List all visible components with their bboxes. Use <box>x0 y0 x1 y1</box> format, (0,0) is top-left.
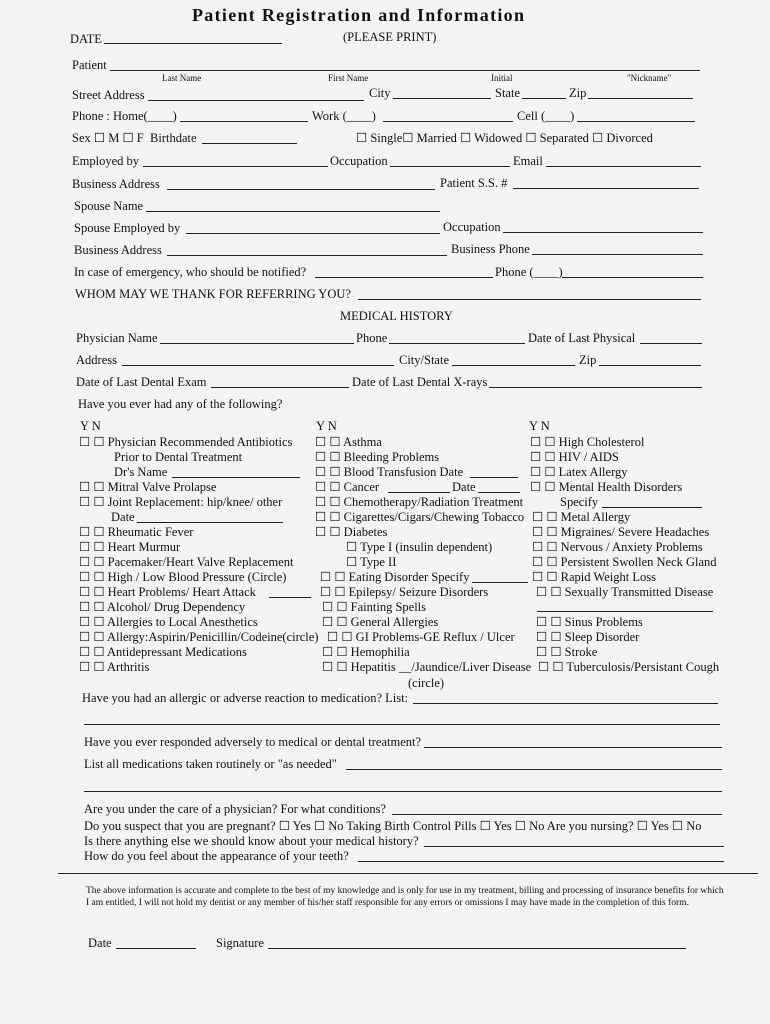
spouse-occupation-label: Occupation <box>443 220 501 234</box>
city-state-label: City/State <box>399 353 449 367</box>
employed-by-label: Employed by <box>72 154 140 168</box>
employed-by-field[interactable] <box>143 166 328 167</box>
spouse-name-field[interactable] <box>146 211 440 212</box>
mental-health-specify-field[interactable] <box>602 507 702 508</box>
condition-alcohol-drug[interactable]: ☐ ☐ Alcohol/ Drug Dependency <box>79 600 246 614</box>
drs-name-label: Dr's Name <box>114 465 168 479</box>
phone-work-label: Work (____) <box>312 109 376 123</box>
drs-name-field[interactable] <box>172 477 300 478</box>
phone-home-field[interactable] <box>180 121 308 122</box>
conditions-extra-field[interactable] <box>537 611 713 612</box>
condition-hiv-aids[interactable]: ☐ ☐ HIV / AIDS <box>530 450 619 464</box>
nickname-caption: "Nickname" <box>627 73 672 83</box>
physician-care-question: Are you under the care of a physician? For what conditions? <box>84 802 386 816</box>
yn-header-col3: Y N <box>529 419 550 433</box>
birthdate-field[interactable] <box>202 143 297 144</box>
last-dental-exam-label: Date of Last Dental Exam <box>76 375 207 389</box>
diabetes-type-2[interactable]: ☐ Type II <box>346 555 397 569</box>
phone-work-field[interactable] <box>383 121 513 122</box>
referral-label: WHOM MAY WE THANK FOR REFERRING YOU? <box>75 287 351 301</box>
phone-cell-field[interactable] <box>577 121 695 122</box>
medical-history-heading: MEDICAL HISTORY <box>340 309 453 323</box>
signature-label: Signature <box>216 936 264 950</box>
cancer-date-field[interactable] <box>478 492 520 493</box>
physician-phone-label: Phone <box>356 331 388 345</box>
diabetes-type-1[interactable]: ☐ Type I (insulin dependent) <box>346 540 493 554</box>
condition-sinus[interactable]: ☐ ☐ Sinus Problems <box>536 615 643 629</box>
state-field[interactable] <box>522 98 566 99</box>
business-address-field[interactable] <box>167 189 435 190</box>
last-name-caption: Last Name <box>162 73 202 83</box>
city-state-field[interactable] <box>452 365 575 366</box>
last-xrays-label: Date of Last Dental X-rays <box>352 375 488 389</box>
condition-heart-murmur[interactable]: ☐ ☐ Heart Murmur <box>79 540 181 554</box>
cancer-field[interactable] <box>388 492 450 493</box>
street-address-field[interactable] <box>148 100 364 101</box>
spouse-employed-field[interactable] <box>186 233 440 234</box>
allergic-reaction-question: Have you had an allergic or adverse reaction to medication? List: <box>82 691 409 705</box>
patient-ss-field[interactable] <box>513 188 699 189</box>
medications-field[interactable] <box>346 769 722 770</box>
occupation-label: Occupation <box>330 154 388 168</box>
condition-general-allergies[interactable]: ☐ ☐ General Allergies <box>322 615 439 629</box>
eating-disorder-field[interactable] <box>472 582 528 583</box>
last-physical-field[interactable] <box>640 343 702 344</box>
spouse-name-label: Spouse Name <box>74 199 144 213</box>
condition-epilepsy[interactable]: ☐ ☐ Epilepsy/ Seizure Disorders <box>320 585 489 599</box>
condition-bleeding[interactable]: ☐ ☐ Bleeding Problems <box>315 450 440 464</box>
last-xrays-field[interactable] <box>489 387 702 388</box>
please-print-note: (PLEASE PRINT) <box>343 30 437 44</box>
condition-rheumatic-fever[interactable]: ☐ ☐ Rheumatic Fever <box>79 525 194 539</box>
condition-pacemaker[interactable]: ☐ ☐ Pacemaker/Heart Valve Replacement <box>79 555 294 569</box>
business-phone-field[interactable] <box>532 254 703 255</box>
condition-tobacco[interactable]: ☐ ☐ Cigarettes/Cigars/Chewing Tobacco <box>315 510 525 524</box>
condition-std[interactable]: ☐ ☐ Sexually Transmitted Disease <box>536 585 714 599</box>
physician-zip-label: Zip <box>579 353 597 367</box>
condition-allergy-aspirin[interactable]: ☐ ☐ Allergy:Aspirin/Penicillin/Codeine(circle) <box>79 630 319 644</box>
footer-date-label: Date <box>88 936 112 950</box>
emergency-phone-label: Phone (____) <box>495 265 563 279</box>
spouse-business-address-field[interactable] <box>167 255 447 256</box>
patient-name-field[interactable] <box>110 70 700 71</box>
condition-stroke[interactable]: ☐ ☐ Stroke <box>536 645 598 659</box>
patient-ss-label: Patient S.S. # <box>440 176 508 190</box>
condition-hemophilia[interactable]: ☐ ☐ Hemophilia <box>322 645 410 659</box>
condition-nervous-anxiety[interactable]: ☐ ☐ Nervous / Anxiety Problems <box>532 540 703 554</box>
street-address-label: Street Address <box>72 88 145 102</box>
spouse-occupation-field[interactable] <box>503 232 703 233</box>
date-field[interactable] <box>104 43 282 44</box>
form-title: Patient Registration and Information <box>192 5 526 25</box>
date-label: DATE <box>70 32 102 46</box>
condition-cancer[interactable]: ☐ ☐ Cancer <box>315 480 380 494</box>
adverse-treatment-field[interactable] <box>424 747 722 748</box>
condition-asthma[interactable]: ☐ ☐ Asthma <box>315 435 382 449</box>
condition-local-anesthetics[interactable]: ☐ ☐ Allergies to Local Anesthetics <box>79 615 258 629</box>
physician-phone-field[interactable] <box>389 343 525 344</box>
condition-mental-health[interactable]: ☐ ☐ Mental Health Disorders <box>530 480 683 494</box>
physician-name-field[interactable] <box>160 343 354 344</box>
condition-rapid-weight-loss[interactable]: ☐ ☐ Rapid Weight Loss <box>532 570 656 584</box>
first-name-caption: First Name <box>328 73 369 83</box>
condition-sleep-disorder[interactable]: ☐ ☐ Sleep Disorder <box>536 630 640 644</box>
physician-address-label: Address <box>76 353 117 367</box>
state-label: State <box>495 86 520 100</box>
condition-swollen-neck-gland[interactable]: ☐ ☐ Persistent Swollen Neck Gland <box>532 555 717 569</box>
hepatitis-circle-note: (circle) <box>408 676 445 690</box>
physician-address-field[interactable] <box>122 365 394 366</box>
physician-name-label: Physician Name <box>76 331 158 345</box>
last-physical-label: Date of Last Physical <box>528 331 636 345</box>
emergency-phone-field[interactable] <box>562 277 703 278</box>
city-label: City <box>369 86 391 100</box>
consent-disclaimer: The above information is accurate and complete to the best of my knowledge and is only for use in my treatment, billing and processing of insurance benefits for which I am entitled, I will not hold my dentist or any member of his/her staff responsible for any errors or omissions I may have made in the completion of this form. <box>86 886 724 908</box>
condition-mitral-valve[interactable]: ☐ ☐ Mitral Valve Prolapse <box>79 480 217 494</box>
condition-fainting[interactable]: ☐ ☐ Fainting Spells <box>322 600 427 614</box>
condition-latex-allergy[interactable]: ☐ ☐ Latex Allergy <box>530 465 628 479</box>
heart-problems-field[interactable] <box>269 597 311 598</box>
condition-hepatitis[interactable]: ☐ ☐ Hepatitis __/Jaundice/Liver Disease <box>322 660 532 674</box>
occupation-field[interactable] <box>390 166 510 167</box>
condition-gi-problems[interactable]: ☐ ☐ GI Problems-GE Reflux / Ulcer <box>327 630 515 644</box>
cancer-date-label: Date <box>452 480 476 494</box>
referral-field[interactable] <box>358 299 701 300</box>
last-dental-exam-field[interactable] <box>211 387 349 388</box>
condition-blood-transfusion[interactable]: ☐ ☐ Blood Transfusion Date <box>315 465 464 479</box>
condition-eating-disorder[interactable]: ☐ ☐ Eating Disorder Specify <box>320 570 470 584</box>
teeth-appearance-question: How do you feel about the appearance of your teeth? <box>84 849 349 863</box>
initial-caption: Initial <box>491 73 513 83</box>
teeth-appearance-field[interactable] <box>358 861 724 862</box>
patient-label: Patient <box>72 58 107 72</box>
conditions-question: Have you ever had any of the following? <box>78 397 283 411</box>
medications-question: List all medications taken routinely or "as needed" <box>84 757 337 771</box>
allergic-reaction-field-2[interactable] <box>84 724 720 725</box>
allergic-reaction-field[interactable] <box>413 703 718 704</box>
condition-chemotherapy[interactable]: ☐ ☐ Chemotherapy/Radiation Treatment <box>315 495 524 509</box>
email-field[interactable] <box>546 166 701 167</box>
spouse-employed-label: Spouse Employed by <box>74 221 181 235</box>
spouse-business-address-label: Business Address <box>74 243 162 257</box>
zip-field[interactable] <box>588 98 693 99</box>
physician-zip-field[interactable] <box>599 365 701 366</box>
phone-home-label: Phone : Home(____) <box>72 109 177 123</box>
anything-else-question: Is there anything else we should know about your medical history? <box>84 834 419 848</box>
footer-date-field[interactable] <box>116 948 196 949</box>
yn-header-col1: Y N <box>80 419 101 433</box>
adverse-treatment-question: Have you ever responded adversely to medical or dental treatment? <box>84 735 422 749</box>
phone-cell-label: Cell (____) <box>517 109 575 123</box>
condition-antibiotics-note: Prior to Dental Treatment <box>114 450 243 464</box>
joint-date-field[interactable] <box>137 522 283 523</box>
condition-metal-allergy[interactable]: ☐ ☐ Metal Allergy <box>532 510 631 524</box>
pregnancy-questions[interactable]: Do you suspect that you are pregnant? ☐ Yes ☐ No Taking Birth Control Pills ☐ Yes ☐ No Are you nursing? ☐ Yes ☐ No <box>84 819 702 833</box>
emergency-contact-field[interactable] <box>315 277 493 278</box>
email-label: Email <box>513 154 543 168</box>
business-address-label: Business Address <box>72 177 160 191</box>
city-field[interactable] <box>393 98 491 99</box>
emergency-contact-label: In case of emergency, who should be notified? <box>74 265 307 279</box>
physician-care-field[interactable] <box>392 814 722 815</box>
condition-diabetes[interactable]: ☐ ☐ Diabetes <box>315 525 388 539</box>
business-phone-label: Business Phone <box>451 242 530 256</box>
condition-high-cholesterol[interactable]: ☐ ☐ High Cholesterol <box>530 435 645 449</box>
anything-else-field[interactable] <box>424 846 724 847</box>
signature-field[interactable] <box>268 948 686 949</box>
condition-heart-problems[interactable]: ☐ ☐ Heart Problems/ Heart Attack <box>79 585 256 599</box>
condition-antidepressants[interactable]: ☐ ☐ Antidepressant Medications <box>79 645 247 659</box>
birthdate-label: Birthdate <box>150 131 197 145</box>
condition-antibiotics[interactable]: ☐ ☐ Physician Recommended Antibiotics <box>79 435 293 449</box>
condition-migraines[interactable]: ☐ ☐ Migraines/ Severe Headaches <box>532 525 710 539</box>
zip-label: Zip <box>569 86 587 100</box>
sex-checkboxes[interactable]: Sex ☐ M ☐ F <box>72 131 144 145</box>
transfusion-date-field[interactable] <box>470 477 518 478</box>
condition-tuberculosis[interactable]: ☐ ☐ Tuberculosis/Persistant Cough <box>538 660 720 674</box>
mental-health-specify-label: Specify <box>560 495 599 509</box>
condition-arthritis[interactable]: ☐ ☐ Arthritis <box>79 660 150 674</box>
condition-blood-pressure[interactable]: ☐ ☐ High / Low Blood Pressure (Circle) <box>79 570 287 584</box>
yn-header-col2: Y N <box>316 419 337 433</box>
medications-field-2[interactable] <box>84 791 722 792</box>
condition-joint-replacement[interactable]: ☐ ☐ Joint Replacement: hip/knee/ other <box>79 495 283 509</box>
joint-date-label: Date <box>111 510 135 524</box>
marital-status-checkboxes[interactable]: ☐ Single☐ Married ☐ Widowed ☐ Separated ☐ Divorced <box>356 131 653 145</box>
section-divider <box>58 873 758 874</box>
